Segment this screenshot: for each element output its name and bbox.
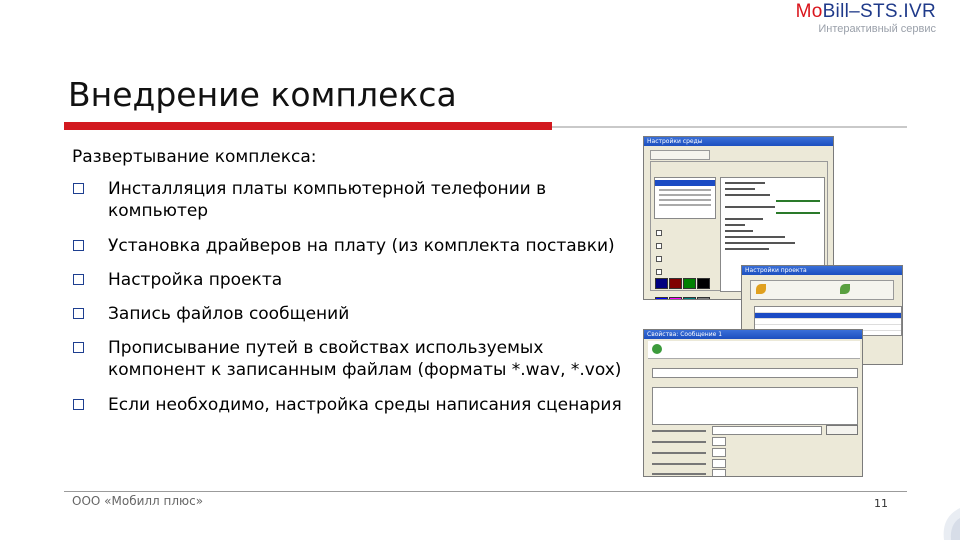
bullet-item [72,337,632,381]
screenshot-spin-field [712,437,726,446]
lead-text: Развертывание комплекса: [72,147,317,167]
bullet-text: Настройка проекта [108,270,283,290]
square-bullet-icon [73,274,84,285]
screenshot-list [654,177,716,219]
square-bullet-icon [73,183,84,194]
bullet-item [72,394,632,416]
leaf-icon [840,284,850,294]
brand-block [796,2,936,36]
screenshot-title: Свойства: Сообщение 1 [644,330,862,339]
bullet-text: Установка драйверов на плату (из комплекта поставки) [108,236,615,256]
screenshot-name-field [652,368,858,378]
screenshot-file-field [712,426,822,435]
screenshot-title: Настройки проекта [742,266,902,275]
screenshot-comment-field [652,387,858,425]
screenshot-toolbar [750,280,894,300]
bullet-text: Запись файлов сообщений [108,304,350,324]
footer-company: ООО «Мобилл плюс» [72,494,204,508]
brand-subtitle: Интерактивный сервис [818,23,936,35]
screenshot-color-swatches [654,274,716,300]
screenshot-spin-field [712,448,726,457]
bullet-list [72,178,632,416]
brand-title-mo: Mo [795,1,823,22]
brand-title [796,2,936,22]
leaf-icon [756,284,766,294]
page-number: 11 [874,497,888,510]
bullet-item [72,303,632,325]
bullet-item [72,178,632,222]
footer-divider [64,491,907,492]
screenshot-title: Настройки среды [644,137,833,146]
bullet-item [72,235,632,257]
square-bullet-icon [73,342,84,353]
screenshot-spin-field [712,459,726,468]
bullet-text: Инсталляция платы компьютерной телефонии в компьютер [108,179,547,221]
square-bullet-icon [73,240,84,251]
bullet-text: Если необходимо, настройка среды написания сценария [108,395,622,415]
brand-title-rest: Bill–STS.IVR [822,1,936,22]
screenshot-checkboxes [654,223,716,275]
screenshot-browse-button [826,425,858,435]
bullet-item [72,269,632,291]
screenshot-message-properties [643,329,863,477]
square-bullet-icon [73,399,84,410]
slide-title: Внедрение комплекса [68,75,457,114]
corner-swoosh-icon [920,504,960,540]
screenshot-spin-field [712,469,726,477]
bullet-text: Прописывание путей в свойствах используемых компонент к записанным файлам (форматы *.wav, *.vox) [108,338,622,380]
square-bullet-icon [73,308,84,319]
screenshot-tab [650,150,710,160]
screenshot-header [648,341,860,359]
title-accent-bar [64,122,552,130]
component-icon [652,344,662,354]
